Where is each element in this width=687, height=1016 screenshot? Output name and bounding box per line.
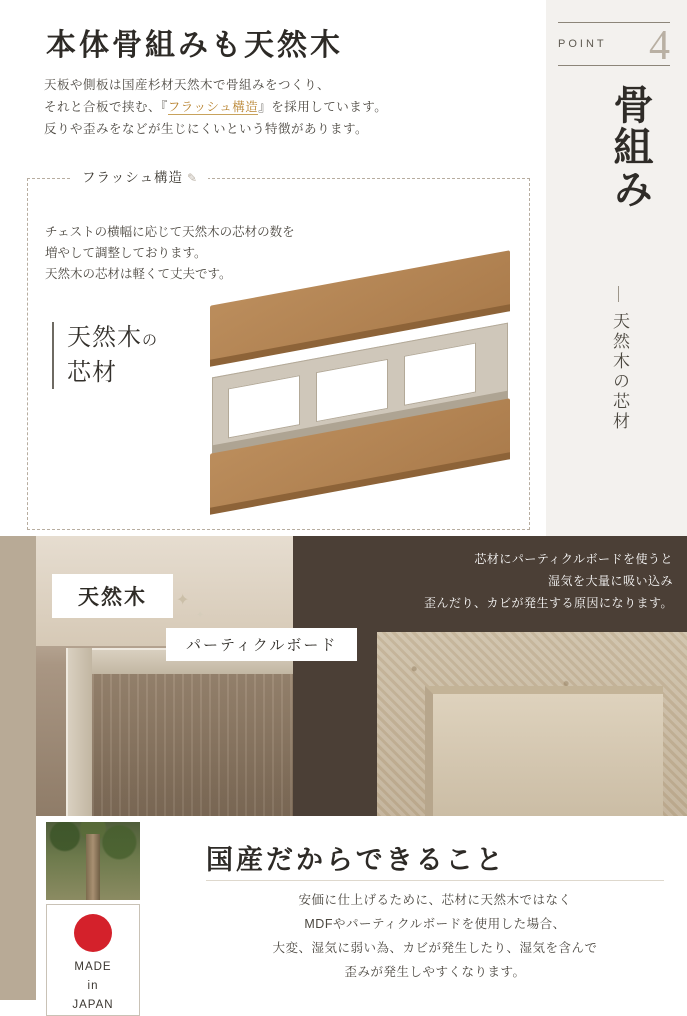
natural-wood-label: 天然木	[52, 574, 173, 618]
lead-highlight: フラッシュ構造	[167, 100, 259, 114]
warning-line-2: 湿気を大量に吸い込み	[547, 574, 673, 588]
made-in-japan-badge	[46, 904, 140, 1016]
cedar-tree-photo	[46, 822, 140, 900]
lead-line-2	[44, 96, 387, 118]
point-header	[558, 22, 670, 69]
flash-desc-line-3: 天然木の芯材は軽くて丈夫です。	[45, 267, 232, 281]
bottom-body-line-4: 歪みが発生しやすくなります。	[344, 965, 526, 979]
core-material-label	[52, 322, 158, 389]
comparison-photo-section	[0, 536, 687, 816]
page-title: 本体骨組みも天然木	[46, 29, 343, 62]
japan-flag-icon	[74, 914, 112, 952]
natural-wood-frame-left	[66, 648, 92, 816]
warning-line-1: 芯材にパーティクルボードを使うと	[474, 552, 673, 566]
flash-desc-line-2: 増やして調整しております。	[45, 246, 207, 260]
made-in-line-2: in	[87, 980, 99, 992]
bottom-divider	[206, 880, 664, 881]
bottom-left-accent-strip	[0, 816, 36, 1000]
lead-line-1: 天板や側板は国産杉材天然木で骨組みをつくり、	[44, 78, 331, 92]
flash-structure-label-text: フラッシュ構造	[82, 170, 183, 185]
made-in-line-3: JAPAN	[72, 999, 114, 1011]
point-divider	[618, 286, 619, 302]
bottom-body-text	[206, 888, 664, 984]
flash-structure-label	[72, 166, 208, 186]
bottom-section	[0, 816, 687, 1011]
core-material-label-main: 天然木	[67, 324, 142, 351]
tree-trunk	[86, 834, 100, 900]
point-title: 骨組み	[608, 84, 652, 210]
particle-board-label: パーティクルボード	[166, 628, 357, 661]
lead-line-2-pre: それと合板で挟む、『	[44, 100, 168, 114]
lead-line-3: 反りや歪みをなどが生じにくいという特徴があります。	[44, 122, 369, 136]
bottom-body-line-3: 大変、湿気に弱い為、カビが発生したり、湿気を含んで	[272, 941, 598, 955]
made-in-line-1: MADE	[74, 961, 112, 973]
wood-grain-texture	[92, 674, 293, 816]
point-number: 4	[649, 23, 670, 69]
point-column	[546, 0, 687, 536]
bottom-body-line-2: MDFやパーティクルボードを使用した場合、	[304, 917, 566, 931]
particle-board-inner-panel	[425, 686, 663, 816]
particle-board-warning-note	[424, 548, 673, 614]
point-subtitle: 天然木の芯材	[610, 312, 629, 432]
sparkle-icon: ✦	[196, 610, 205, 621]
lead-line-2-post: 』を採用しています。	[258, 100, 388, 114]
pencil-icon: ✎	[186, 171, 199, 185]
core-material-label-particle: の	[142, 332, 159, 349]
bottom-body-line-1: 安価に仕上げるために、芯材に天然木ではなく	[298, 893, 572, 907]
flash-desc-line-1: チェストの横幅に応じて天然木の芯材の数を	[45, 225, 295, 239]
natural-wood-inner-panel	[92, 674, 293, 816]
point-word: POINT	[558, 38, 607, 50]
bottom-headline: 国産だからできること	[206, 845, 506, 875]
exploded-panel-illustration	[190, 258, 520, 508]
lead-paragraph	[44, 74, 387, 140]
warning-line-3: 歪んだり、カビが発生する原因になります。	[423, 596, 673, 610]
core-material-label-second: 芯材	[67, 359, 117, 386]
left-accent-strip	[0, 536, 36, 816]
sparkle-icon: ✦	[176, 592, 190, 609]
particle-board-photo	[293, 536, 687, 816]
